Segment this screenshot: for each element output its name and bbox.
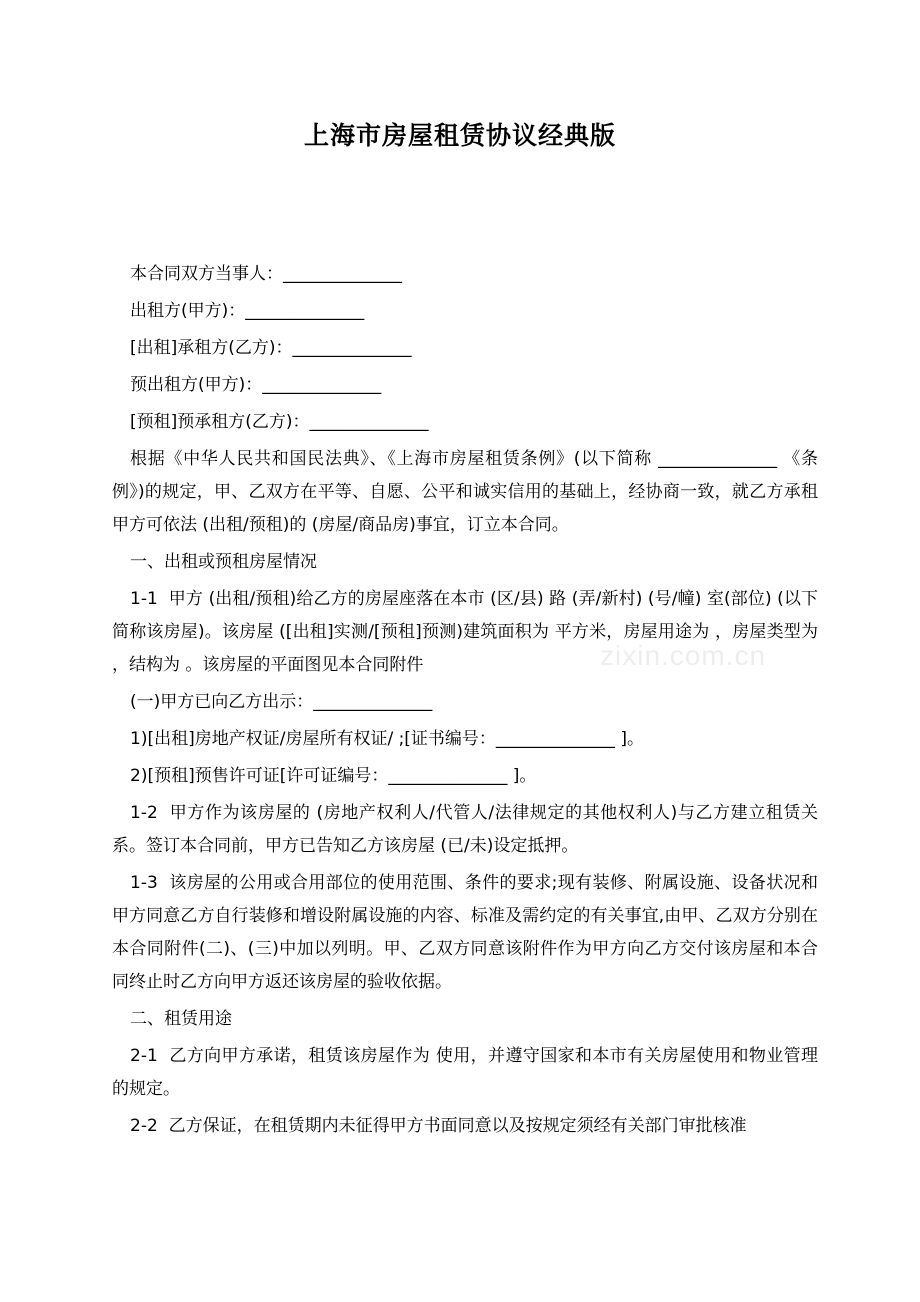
- clause-1-1-a-2: 2)[预租]预售许可证[许可证编号：______________ ]。: [130, 766, 537, 786]
- watermark: zixin.com.cn: [600, 640, 767, 671]
- clause-1-1-a: (一)甲方已向乙方出示：______________: [130, 692, 433, 712]
- document-title: 上海市房屋租赁协议经典版: [303, 121, 616, 150]
- paragraph-lessee: [出租]承租方(乙方)：______________: [130, 338, 412, 358]
- clause-1-2: 1-2 甲方作为该房屋的 (房地产权利人/代管人/法律规定的其他权利人)与乙方建立租赁关系。签订本合同前，甲方已告知乙方该房屋 (已/未)设定抵押。: [112, 803, 818, 856]
- clause-1-1: 1-1 甲方 (出租/预租)给乙方的房屋座落在本市 (区/县) 路 (弄/新村) (号/幢) 室(部位) (以下简称该房屋)。该房屋 ([出租]实测/[预租]预测)建筑面积为 平方米，房屋用途为 ，房屋类型为 ，结构为 。该房屋的平面图见本合同附件: [112, 589, 824, 675]
- paragraph-pre-lessee: [预租]预承租方(乙方)：______________: [130, 412, 429, 432]
- paragraph-preamble: 根据《中华人民共和国民法典》、《上海市房屋租赁条例》(以下简称 ______________ 《条例》)的规定，甲、乙双方在平等、自愿、公平和诚实信用的基础上，经协商一致，就乙方承租甲方可依法 (出租/预租)的 (房屋/商品房)事宜，订立本合同。: [112, 449, 818, 535]
- paragraph-pre-lessor: 预出租方(甲方)：______________: [130, 375, 382, 395]
- section-heading-2: 二、租赁用途: [130, 1009, 232, 1029]
- paragraph-parties: 本合同双方当事人：______________: [130, 264, 402, 284]
- clause-1-3: 1-3 该房屋的公用或合用部位的使用范围、条件的要求;现有装修、附属设施、设备状况和甲方同意乙方自行装修和增设附属设施的内容、标准及需约定的有关事宜,由甲、乙双方分别在本合同附件(二)、(三)中加以列明。甲、乙双方同意该附件作为甲方向乙方交付该房屋和本合同终止时乙方向甲方返还该房屋的验收依据。: [112, 873, 818, 992]
- clause-2-2: 2-2 乙方保证，在租赁期内未征得甲方书面同意以及按规定须经有关部门审批核准: [130, 1116, 747, 1136]
- clause-1-1-a-1: 1)[出租]房地产权证/房屋所有权证/ ;[证书编号：______________ ]。: [130, 729, 644, 749]
- clause-2-1: 2-1 乙方向甲方承诺，租赁该房屋作为 使用，并遵守国家和本市有关房屋使用和物业管理的规定。: [112, 1046, 818, 1099]
- document-body: [112, 258, 824, 1147]
- section-heading-1: 一、出租或预租房屋情况: [130, 552, 317, 572]
- paragraph-lessor: 出租方(甲方)：______________: [130, 301, 365, 321]
